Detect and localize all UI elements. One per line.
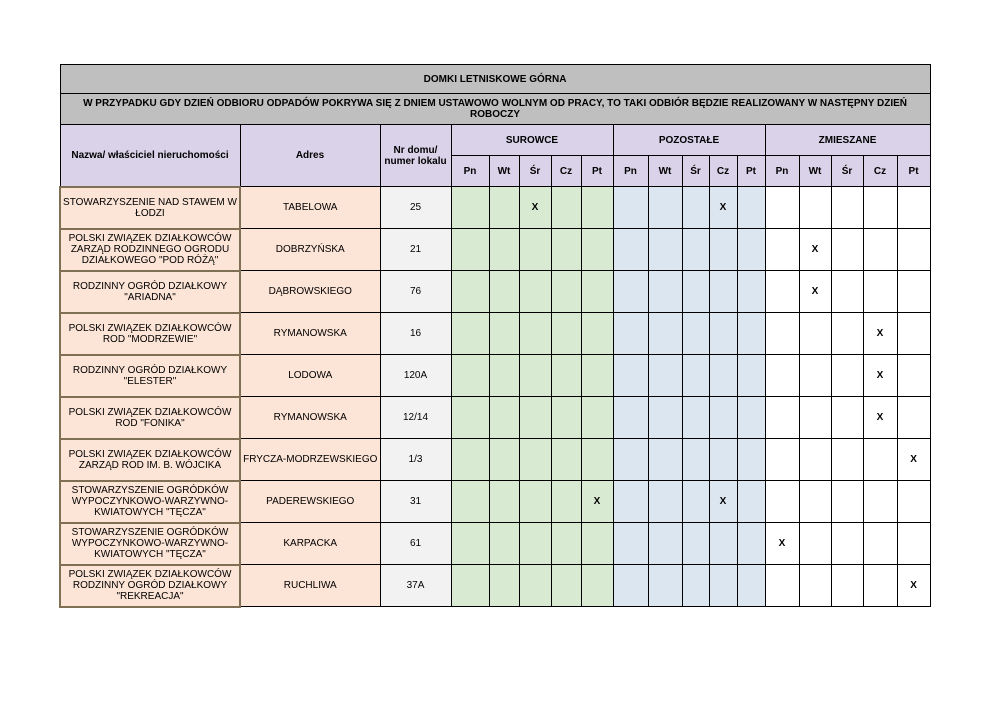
pickup-cell-zmieszane [863, 187, 897, 229]
pickup-cell-surowce [581, 271, 613, 313]
table-row [60, 481, 930, 523]
pickup-cell-pozostale [709, 565, 737, 607]
pickup-cell-pozostale [613, 397, 648, 439]
house-number-cell: 1/3 [380, 439, 451, 481]
pickup-cell-zmieszane [799, 523, 831, 565]
header-day-pozostale-3: Cz [709, 156, 737, 187]
pickup-cell-pozostale [682, 187, 709, 229]
pickup-cell-pozostale [682, 481, 709, 523]
pickup-cell-zmieszane [831, 397, 863, 439]
pickup-cell-pozostale [682, 565, 709, 607]
pickup-cell-zmieszane [831, 187, 863, 229]
pickup-cell-pozostale [648, 523, 682, 565]
pickup-cell-surowce [489, 313, 519, 355]
table-row [60, 397, 930, 439]
pickup-cell-pozostale [613, 523, 648, 565]
pickup-cell-surowce [519, 313, 551, 355]
pickup-cell-pozostale [648, 313, 682, 355]
pickup-cell-surowce [489, 229, 519, 271]
pickup-cell-zmieszane [831, 313, 863, 355]
pickup-cell-pozostale [613, 229, 648, 271]
pickup-cell-surowce [489, 397, 519, 439]
pickup-cell-zmieszane [765, 355, 799, 397]
pickup-cell-pozostale [709, 313, 737, 355]
pickup-cell-zmieszane [897, 523, 930, 565]
pickup-cell-pozostale [648, 565, 682, 607]
owner-name-cell: RODZINNY OGRÓD DZIAŁKOWY "ELESTER" [60, 355, 240, 397]
pickup-cell-zmieszane [897, 271, 930, 313]
table-row [60, 187, 930, 229]
pickup-cell-zmieszane: X [897, 439, 930, 481]
pickup-cell-pozostale [709, 439, 737, 481]
pickup-cell-zmieszane: X [897, 565, 930, 607]
pickup-cell-surowce [581, 565, 613, 607]
header-day-zmieszane-0: Pn [765, 156, 799, 187]
pickup-cell-zmieszane [765, 271, 799, 313]
pickup-cell-zmieszane [897, 187, 930, 229]
owner-name-cell: POLSKI ZWIĄZEK DZIAŁKOWCÓW ZARZĄD ROD IM. B. WÓJCIKA [60, 439, 240, 481]
pickup-cell-pozostale [709, 397, 737, 439]
owner-name-cell: POLSKI ZWIĄZEK DZIAŁKOWCÓW ROD "MODRZEWIE" [60, 313, 240, 355]
header-nr: Nr domu/ numer lokalu [380, 125, 451, 187]
pickup-cell-pozostale [682, 523, 709, 565]
address-cell: DOBRZYŃSKA [240, 229, 380, 271]
table-row [60, 229, 930, 271]
header-name: Nazwa/ właściciel nieruchomości [60, 125, 240, 187]
address-cell: DĄBROWSKIEGO [240, 271, 380, 313]
pickup-cell-pozostale [613, 481, 648, 523]
pickup-cell-zmieszane [765, 439, 799, 481]
header-group-surowce: SUROWCE [451, 125, 613, 156]
pickup-cell-pozostale [737, 229, 765, 271]
pickup-cell-pozostale [648, 187, 682, 229]
pickup-cell-pozostale [682, 355, 709, 397]
header-day-surowce-4: Pt [581, 156, 613, 187]
header-group-pozostale: POZOSTAŁE [613, 125, 765, 156]
pickup-cell-zmieszane [863, 229, 897, 271]
pickup-cell-surowce [451, 481, 489, 523]
pickup-cell-zmieszane [799, 397, 831, 439]
address-cell: RYMANOWSKA [240, 397, 380, 439]
house-number-cell: 61 [380, 523, 451, 565]
pickup-cell-pozostale [648, 355, 682, 397]
pickup-cell-surowce [551, 271, 581, 313]
header-day-pozostale-0: Pn [613, 156, 648, 187]
pickup-cell-pozostale: X [709, 187, 737, 229]
pickup-cell-surowce [581, 439, 613, 481]
pickup-cell-surowce [451, 565, 489, 607]
pickup-cell-surowce [519, 523, 551, 565]
house-number-cell: 31 [380, 481, 451, 523]
pickup-cell-surowce [581, 523, 613, 565]
pickup-cell-zmieszane [831, 481, 863, 523]
pickup-cell-surowce [489, 481, 519, 523]
pickup-cell-pozostale [682, 229, 709, 271]
pickup-cell-zmieszane [765, 481, 799, 523]
schedule-table [59, 64, 931, 608]
pickup-cell-zmieszane [897, 313, 930, 355]
pickup-cell-surowce [489, 355, 519, 397]
pickup-cell-pozostale [682, 397, 709, 439]
pickup-cell-zmieszane [863, 565, 897, 607]
owner-name-cell: STOWARZYSZENIE NAD STAWEM W ŁODZI [60, 187, 240, 229]
pickup-cell-pozostale [682, 313, 709, 355]
pickup-cell-surowce [551, 397, 581, 439]
pickup-cell-zmieszane [863, 439, 897, 481]
owner-name-cell: POLSKI ZWIĄZEK DZIAŁKOWCÓW ZARZĄD RODZINNEGO OGRODU DZIAŁKOWEGO "POD RÓŻĄ" [60, 229, 240, 271]
house-number-cell: 16 [380, 313, 451, 355]
address-cell: RUCHLIWA [240, 565, 380, 607]
pickup-cell-surowce [581, 187, 613, 229]
pickup-cell-surowce [451, 313, 489, 355]
pickup-cell-pozostale [709, 355, 737, 397]
pickup-cell-surowce [519, 355, 551, 397]
pickup-cell-surowce [581, 313, 613, 355]
sheet-title: DOMKI LETNISKOWE GÓRNA [60, 65, 930, 94]
header-day-pozostale-4: Pt [737, 156, 765, 187]
table-row [60, 523, 930, 565]
pickup-cell-pozostale [709, 271, 737, 313]
pickup-cell-surowce [551, 187, 581, 229]
pickup-cell-pozostale [648, 439, 682, 481]
pickup-cell-surowce [519, 439, 551, 481]
pickup-cell-pozostale [737, 397, 765, 439]
address-cell: FRYCZA-MODRZEWSKIEGO [240, 439, 380, 481]
pickup-cell-pozostale [682, 439, 709, 481]
pickup-cell-pozostale [648, 229, 682, 271]
pickup-cell-pozostale [737, 439, 765, 481]
owner-name-cell: RODZINNY OGRÓD DZIAŁKOWY "ARIADNA" [60, 271, 240, 313]
owner-name-cell: STOWARZYSZENIE OGRÓDKÓW WYPOCZYNKOWO-WARZYWNO-KWIATOWYCH "TĘCZA" [60, 523, 240, 565]
pickup-cell-surowce: X [581, 481, 613, 523]
pickup-cell-zmieszane [863, 271, 897, 313]
pickup-cell-pozostale [613, 187, 648, 229]
pickup-cell-surowce [519, 271, 551, 313]
pickup-cell-surowce [551, 355, 581, 397]
pickup-cell-pozostale [648, 397, 682, 439]
pickup-cell-pozostale [737, 187, 765, 229]
table-row [60, 355, 930, 397]
pickup-cell-zmieszane [897, 229, 930, 271]
pickup-cell-surowce [489, 565, 519, 607]
pickup-cell-surowce [581, 397, 613, 439]
pickup-cell-surowce [489, 187, 519, 229]
address-cell: PADEREWSKIEGO [240, 481, 380, 523]
pickup-cell-pozostale: X [709, 481, 737, 523]
pickup-cell-zmieszane [831, 229, 863, 271]
pickup-cell-surowce [451, 397, 489, 439]
pickup-cell-pozostale [613, 355, 648, 397]
house-number-cell: 21 [380, 229, 451, 271]
pickup-cell-surowce [581, 229, 613, 271]
pickup-cell-zmieszane [897, 355, 930, 397]
pickup-cell-zmieszane [765, 397, 799, 439]
pickup-cell-pozostale [737, 565, 765, 607]
header-day-zmieszane-2: Śr [831, 156, 863, 187]
pickup-cell-surowce [489, 523, 519, 565]
pickup-cell-pozostale [648, 271, 682, 313]
pickup-cell-pozostale [613, 565, 648, 607]
pickup-cell-pozostale [648, 481, 682, 523]
header-address: Adres [240, 125, 380, 187]
header-day-zmieszane-3: Cz [863, 156, 897, 187]
pickup-cell-zmieszane [831, 523, 863, 565]
pickup-cell-surowce [451, 187, 489, 229]
pickup-cell-zmieszane: X [765, 523, 799, 565]
pickup-cell-surowce [551, 565, 581, 607]
address-cell: TABELOWA [240, 187, 380, 229]
pickup-cell-pozostale [682, 271, 709, 313]
house-number-cell: 25 [380, 187, 451, 229]
pickup-cell-zmieszane [799, 355, 831, 397]
house-number-cell: 76 [380, 271, 451, 313]
pickup-cell-surowce [519, 229, 551, 271]
pickup-cell-surowce [551, 313, 581, 355]
pickup-cell-surowce [581, 355, 613, 397]
pickup-cell-surowce [489, 439, 519, 481]
pickup-cell-zmieszane [863, 523, 897, 565]
pickup-cell-zmieszane: X [799, 271, 831, 313]
pickup-cell-zmieszane [765, 187, 799, 229]
pickup-cell-surowce [451, 355, 489, 397]
pickup-cell-zmieszane [799, 187, 831, 229]
pickup-cell-surowce [451, 271, 489, 313]
header-day-pozostale-1: Wt [648, 156, 682, 187]
pickup-cell-zmieszane: X [863, 313, 897, 355]
pickup-cell-pozostale [613, 313, 648, 355]
owner-name-cell: STOWARZYSZENIE OGRÓDKÓW WYPOCZYNKOWO-WARZYWNO-KWIATOWYCH "TĘCZA" [60, 481, 240, 523]
header-group-zmieszane: ZMIESZANE [765, 125, 930, 156]
pickup-cell-zmieszane [863, 481, 897, 523]
pickup-cell-zmieszane: X [863, 397, 897, 439]
pickup-cell-surowce [551, 439, 581, 481]
pickup-cell-zmieszane [831, 355, 863, 397]
pickup-cell-zmieszane [765, 229, 799, 271]
pickup-cell-pozostale [709, 523, 737, 565]
pickup-cell-surowce [451, 523, 489, 565]
pickup-cell-zmieszane [831, 565, 863, 607]
address-cell: LODOWA [240, 355, 380, 397]
owner-name-cell: POLSKI ZWIĄZEK DZIAŁKOWCÓW RODZINNY OGRÓD DZIAŁKOWY "REKREACJA" [60, 565, 240, 607]
address-cell: RYMANOWSKA [240, 313, 380, 355]
pickup-cell-zmieszane [799, 439, 831, 481]
pickup-cell-zmieszane: X [863, 355, 897, 397]
pickup-cell-pozostale [709, 229, 737, 271]
header-day-surowce-3: Cz [551, 156, 581, 187]
pickup-cell-zmieszane [799, 565, 831, 607]
header-day-surowce-2: Śr [519, 156, 551, 187]
house-number-cell: 12/14 [380, 397, 451, 439]
pickup-cell-surowce [489, 271, 519, 313]
pickup-cell-zmieszane [765, 565, 799, 607]
table-row [60, 313, 930, 355]
header-day-pozostale-2: Śr [682, 156, 709, 187]
pickup-cell-zmieszane [799, 313, 831, 355]
pickup-cell-zmieszane [897, 397, 930, 439]
pickup-cell-surowce [451, 229, 489, 271]
pickup-cell-pozostale [613, 271, 648, 313]
pickup-cell-pozostale [613, 439, 648, 481]
pickup-cell-surowce [551, 523, 581, 565]
table-row [60, 565, 930, 607]
pickup-cell-surowce [551, 229, 581, 271]
pickup-cell-zmieszane: X [799, 229, 831, 271]
pickup-cell-surowce [451, 439, 489, 481]
holiday-notice: W PRZYPADKU GDY DZIEŃ ODBIORU ODPADÓW POKRYWA SIĘ Z DNIEM USTAWOWO WOLNYM OD PRACY, TO TAKI ODBIÓR BĘDZIE REALIZOWANY W NASTĘPNY DZIEŃ ROBOCZY [60, 94, 930, 125]
pickup-cell-pozostale [737, 313, 765, 355]
pickup-cell-surowce [519, 565, 551, 607]
pickup-cell-zmieszane [831, 439, 863, 481]
pickup-cell-zmieszane [831, 271, 863, 313]
pickup-cell-surowce [551, 481, 581, 523]
pickup-cell-surowce [519, 397, 551, 439]
pickup-cell-surowce [519, 481, 551, 523]
header-day-surowce-1: Wt [489, 156, 519, 187]
header-day-zmieszane-1: Wt [799, 156, 831, 187]
house-number-cell: 37A [380, 565, 451, 607]
pickup-cell-pozostale [737, 523, 765, 565]
house-number-cell: 120A [380, 355, 451, 397]
address-cell: KARPACKA [240, 523, 380, 565]
pickup-cell-zmieszane [799, 481, 831, 523]
pickup-cell-surowce: X [519, 187, 551, 229]
pickup-cell-pozostale [737, 355, 765, 397]
pickup-cell-zmieszane [765, 313, 799, 355]
pickup-cell-zmieszane [897, 481, 930, 523]
header-day-surowce-0: Pn [451, 156, 489, 187]
table-row [60, 271, 930, 313]
owner-name-cell: POLSKI ZWIĄZEK DZIAŁKOWCÓW ROD "FONIKA" [60, 397, 240, 439]
table-row [60, 439, 930, 481]
pickup-cell-pozostale [737, 481, 765, 523]
header-day-zmieszane-4: Pt [897, 156, 930, 187]
pickup-cell-pozostale [737, 271, 765, 313]
